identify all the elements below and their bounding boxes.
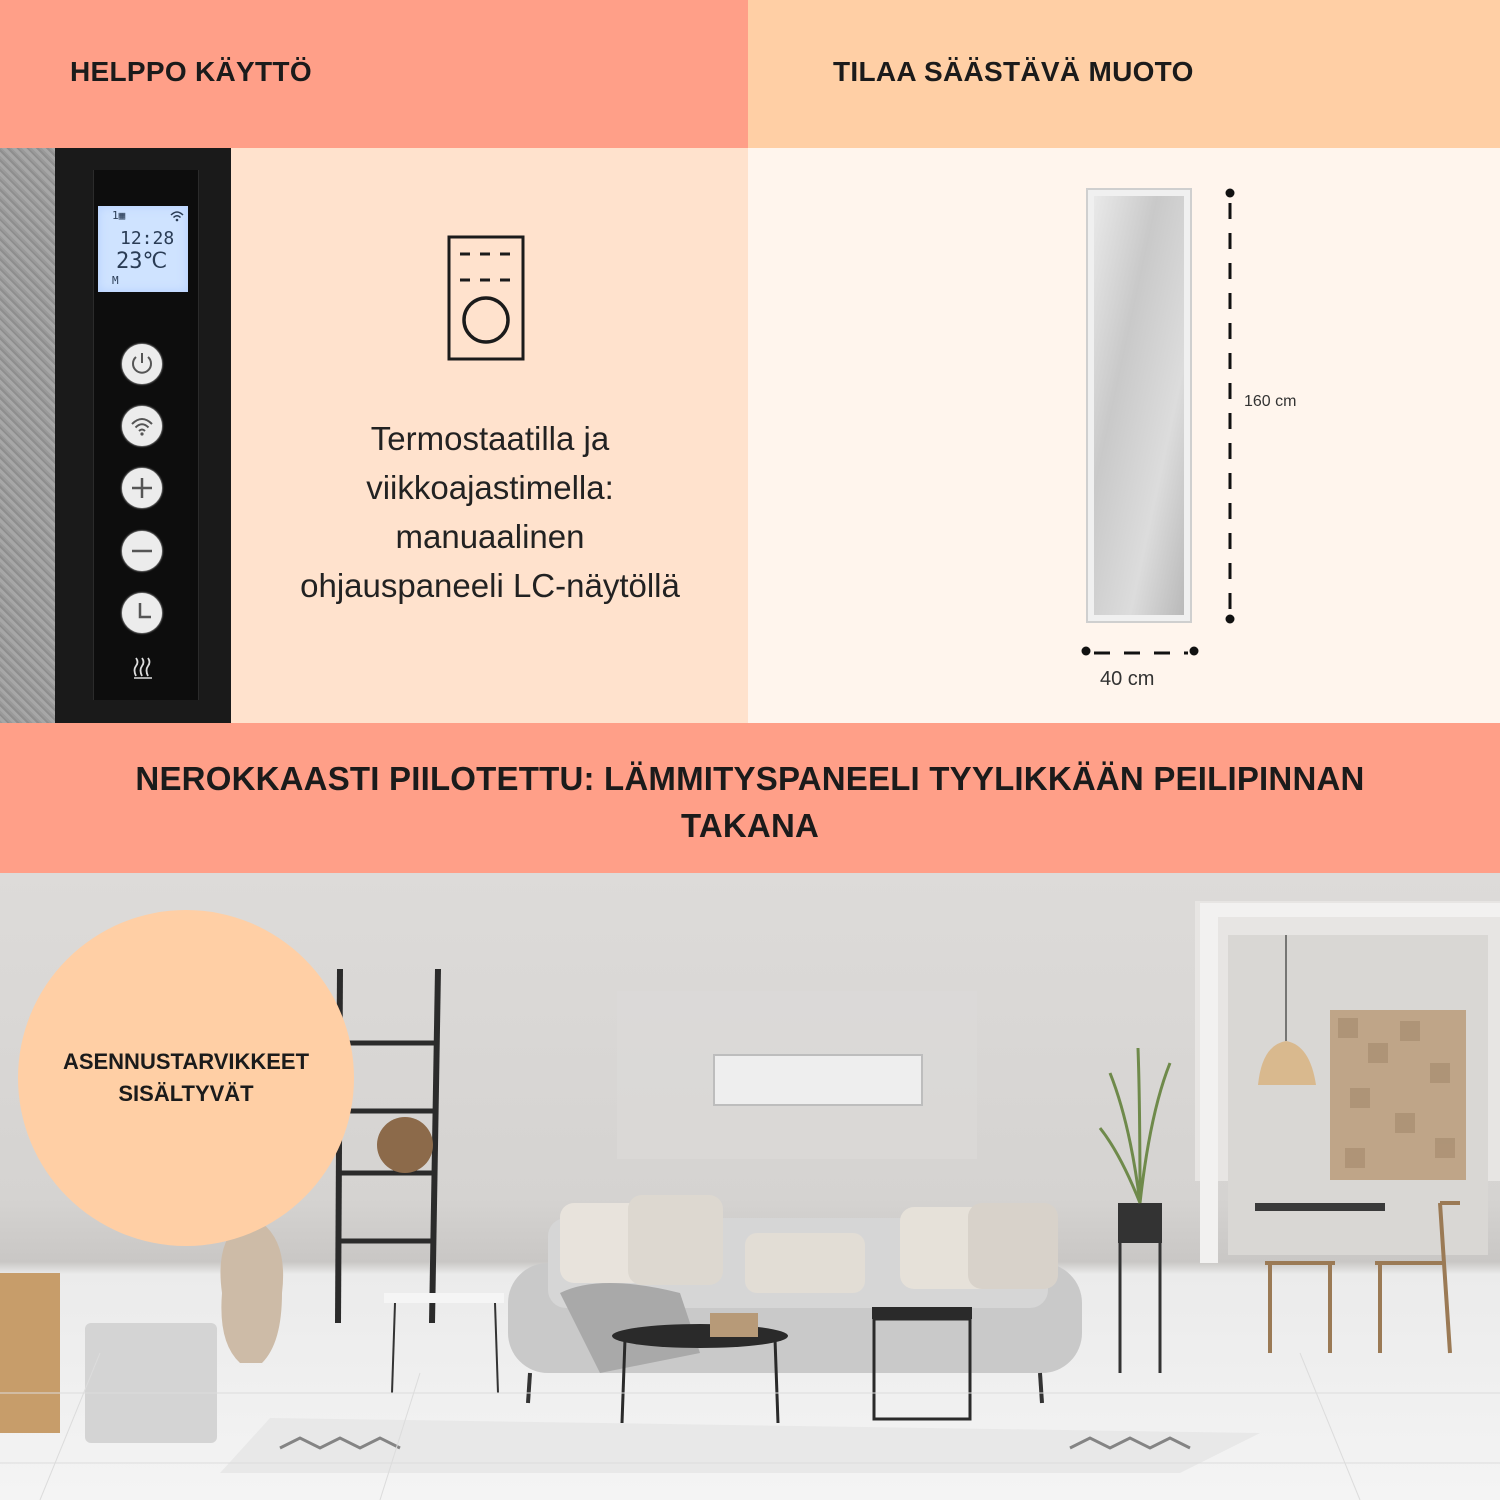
decor-ball [377,1117,433,1173]
minus-button[interactable] [122,531,162,571]
lcd-time: 12:28 [120,228,175,249]
power-icon [122,344,162,384]
banner-title [40,755,1460,849]
wifi-button[interactable] [122,406,162,446]
header-band-right [748,0,1500,148]
timer-button[interactable] [122,593,162,633]
heat-icon [132,656,158,680]
plus-button[interactable] [122,468,162,508]
description-line-2: viikkoajastimella: [366,469,614,506]
wifi-icon [122,406,162,446]
coffee-table [612,1324,788,1348]
control-panel-face [93,170,199,700]
badge-line-1: ASENNUSTARVIKKEET [62,1049,310,1074]
floor-vase [220,1223,283,1363]
lcd-display [98,206,188,292]
mirror-heater-panel [714,1055,922,1105]
hidden-heater-banner [0,723,1500,873]
description-line-4: ohjauspaneeli LC-näytöllä [300,567,680,604]
mirror-dimension-drawing [748,148,1500,723]
wall-texture [0,148,56,723]
ottoman [85,1323,217,1443]
sideboard [0,1273,60,1433]
lcd-temperature: 23℃ [116,249,168,274]
width-label: 40 cm [1100,668,1155,690]
plus-icon [122,468,162,508]
badge-text [18,1046,354,1110]
banner-line-1: NEROKKAASTI PIILOTETTU: LÄMMITYSPANEELI TYYLIKKÄÄN PEILIPINNAN [135,760,1365,797]
heater-control-panel [55,148,231,723]
mirror-surface [1094,196,1184,615]
control-description [240,414,740,610]
banner-line-2: TAKANA [680,807,820,844]
section-title-easy-use: HELPPO KÄYTTÖ [70,56,312,87]
remote-control-icon [446,234,526,362]
accessories-included-badge [18,910,354,1246]
description-line-3: manuaalinen [395,518,585,555]
feature-panel-control [0,148,748,723]
header-band-left [0,0,748,148]
power-button[interactable] [122,344,162,384]
badge-line-2: SISÄLTYVÄT [118,1081,254,1106]
lcd-program-indicator: 1▦ [112,209,126,222]
height-label: 160 cm [1244,393,1297,410]
feature-panel-dimensions [748,148,1500,723]
description-line-1: Termostaatilla ja [370,420,610,457]
lcd-mode: M [112,274,119,287]
minus-icon [122,531,162,571]
clock-icon [122,593,162,633]
lcd-wifi-icon [170,210,184,222]
section-title-space-saving: TILAA SÄÄSTÄVÄ MUOTO [833,56,1194,87]
